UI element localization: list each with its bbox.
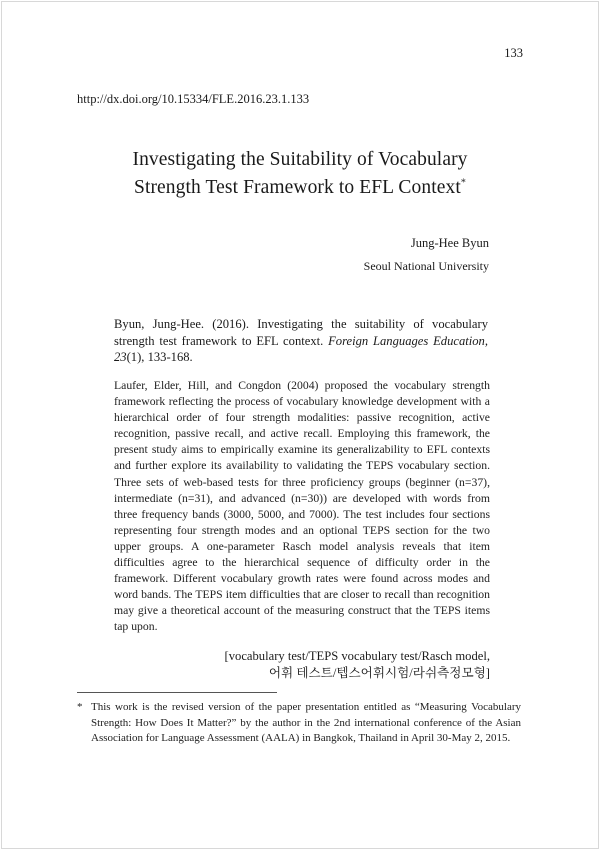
keywords-korean: 어휘 테스트/텝스어휘시험/라쉬측정모형] — [268, 665, 490, 680]
abstract: Laufer, Elder, Hill, and Congdon (2004) proposed the vocabulary strength framework reflecting the process of vocabulary knowledge development with a hierarchical order of four strength modalities: passive recognition, active recognition, passive recall, and active recall. Employing this framework, the present study aims to empirically examine its generalizability to EFL contexts and further explore its availability to validating the TEPS vocabulary section. Three sets of web-based tests for three proficiency groups (beginner (n=37), intermediate (n=31), and advanced (n=30)) are developed with words from three frequency bands (3000, 5000, and 7000). The test includes four sections representing four strength modes and an optional TEPS section for the two upper groups. A one-parameter Rasch model analysis reveals that item difficulties agree to the hierarchical sequence of difficulty order in the framework. Different vocabulary growth rates were found across modes and word bands. The TEPS item difficulties that are closer to recall than recognition may give a theoretical account of the measuring construct that the TEPS items tap upon. — [114, 379, 490, 634]
title-line-1: Investigating the Suitability of Vocabulary — [132, 149, 468, 170]
footnote-text: This work is the revised version of the paper presentation entitled as “Measuring Vocabulary Strength: How Does It Matter?” by the author in the 2nd international conference of the Asian Association for Language Assessment (AALA) in Bangkok, Thailand in April 30-May 2, 2015. — [91, 701, 521, 745]
author-affiliation: Seoul National University — [363, 259, 489, 273]
doi-link[interactable]: http://dx.doi.org/10.15334/FLE.2016.23.1.133 — [77, 92, 310, 106]
citation-text: Byun, Jung-Hee. (2016). Investigating the suitability of vocabulary strength test framework to EFL context. — [114, 317, 488, 348]
keywords-english: [vocabulary test/TEPS vocabulary test/Rasch model, — [224, 649, 490, 663]
citation-issue-pages: (1), 133-168. — [126, 350, 193, 364]
keywords — [150, 648, 490, 681]
footnote-divider — [77, 692, 277, 693]
footnote — [77, 700, 521, 747]
citation-journal: Foreign Languages Education, 23 — [114, 333, 489, 364]
citation — [114, 316, 488, 366]
page-number: 133 — [504, 46, 523, 60]
author-name: Jung-Hee Byun — [410, 236, 489, 250]
title-footnote-mark: * — [460, 177, 466, 189]
title-line-2-text: Strength Test Framework to EFL Context — [134, 177, 461, 198]
title-line-2 — [60, 174, 540, 202]
footnote-mark: * — [77, 701, 83, 713]
paper-title — [60, 146, 540, 202]
